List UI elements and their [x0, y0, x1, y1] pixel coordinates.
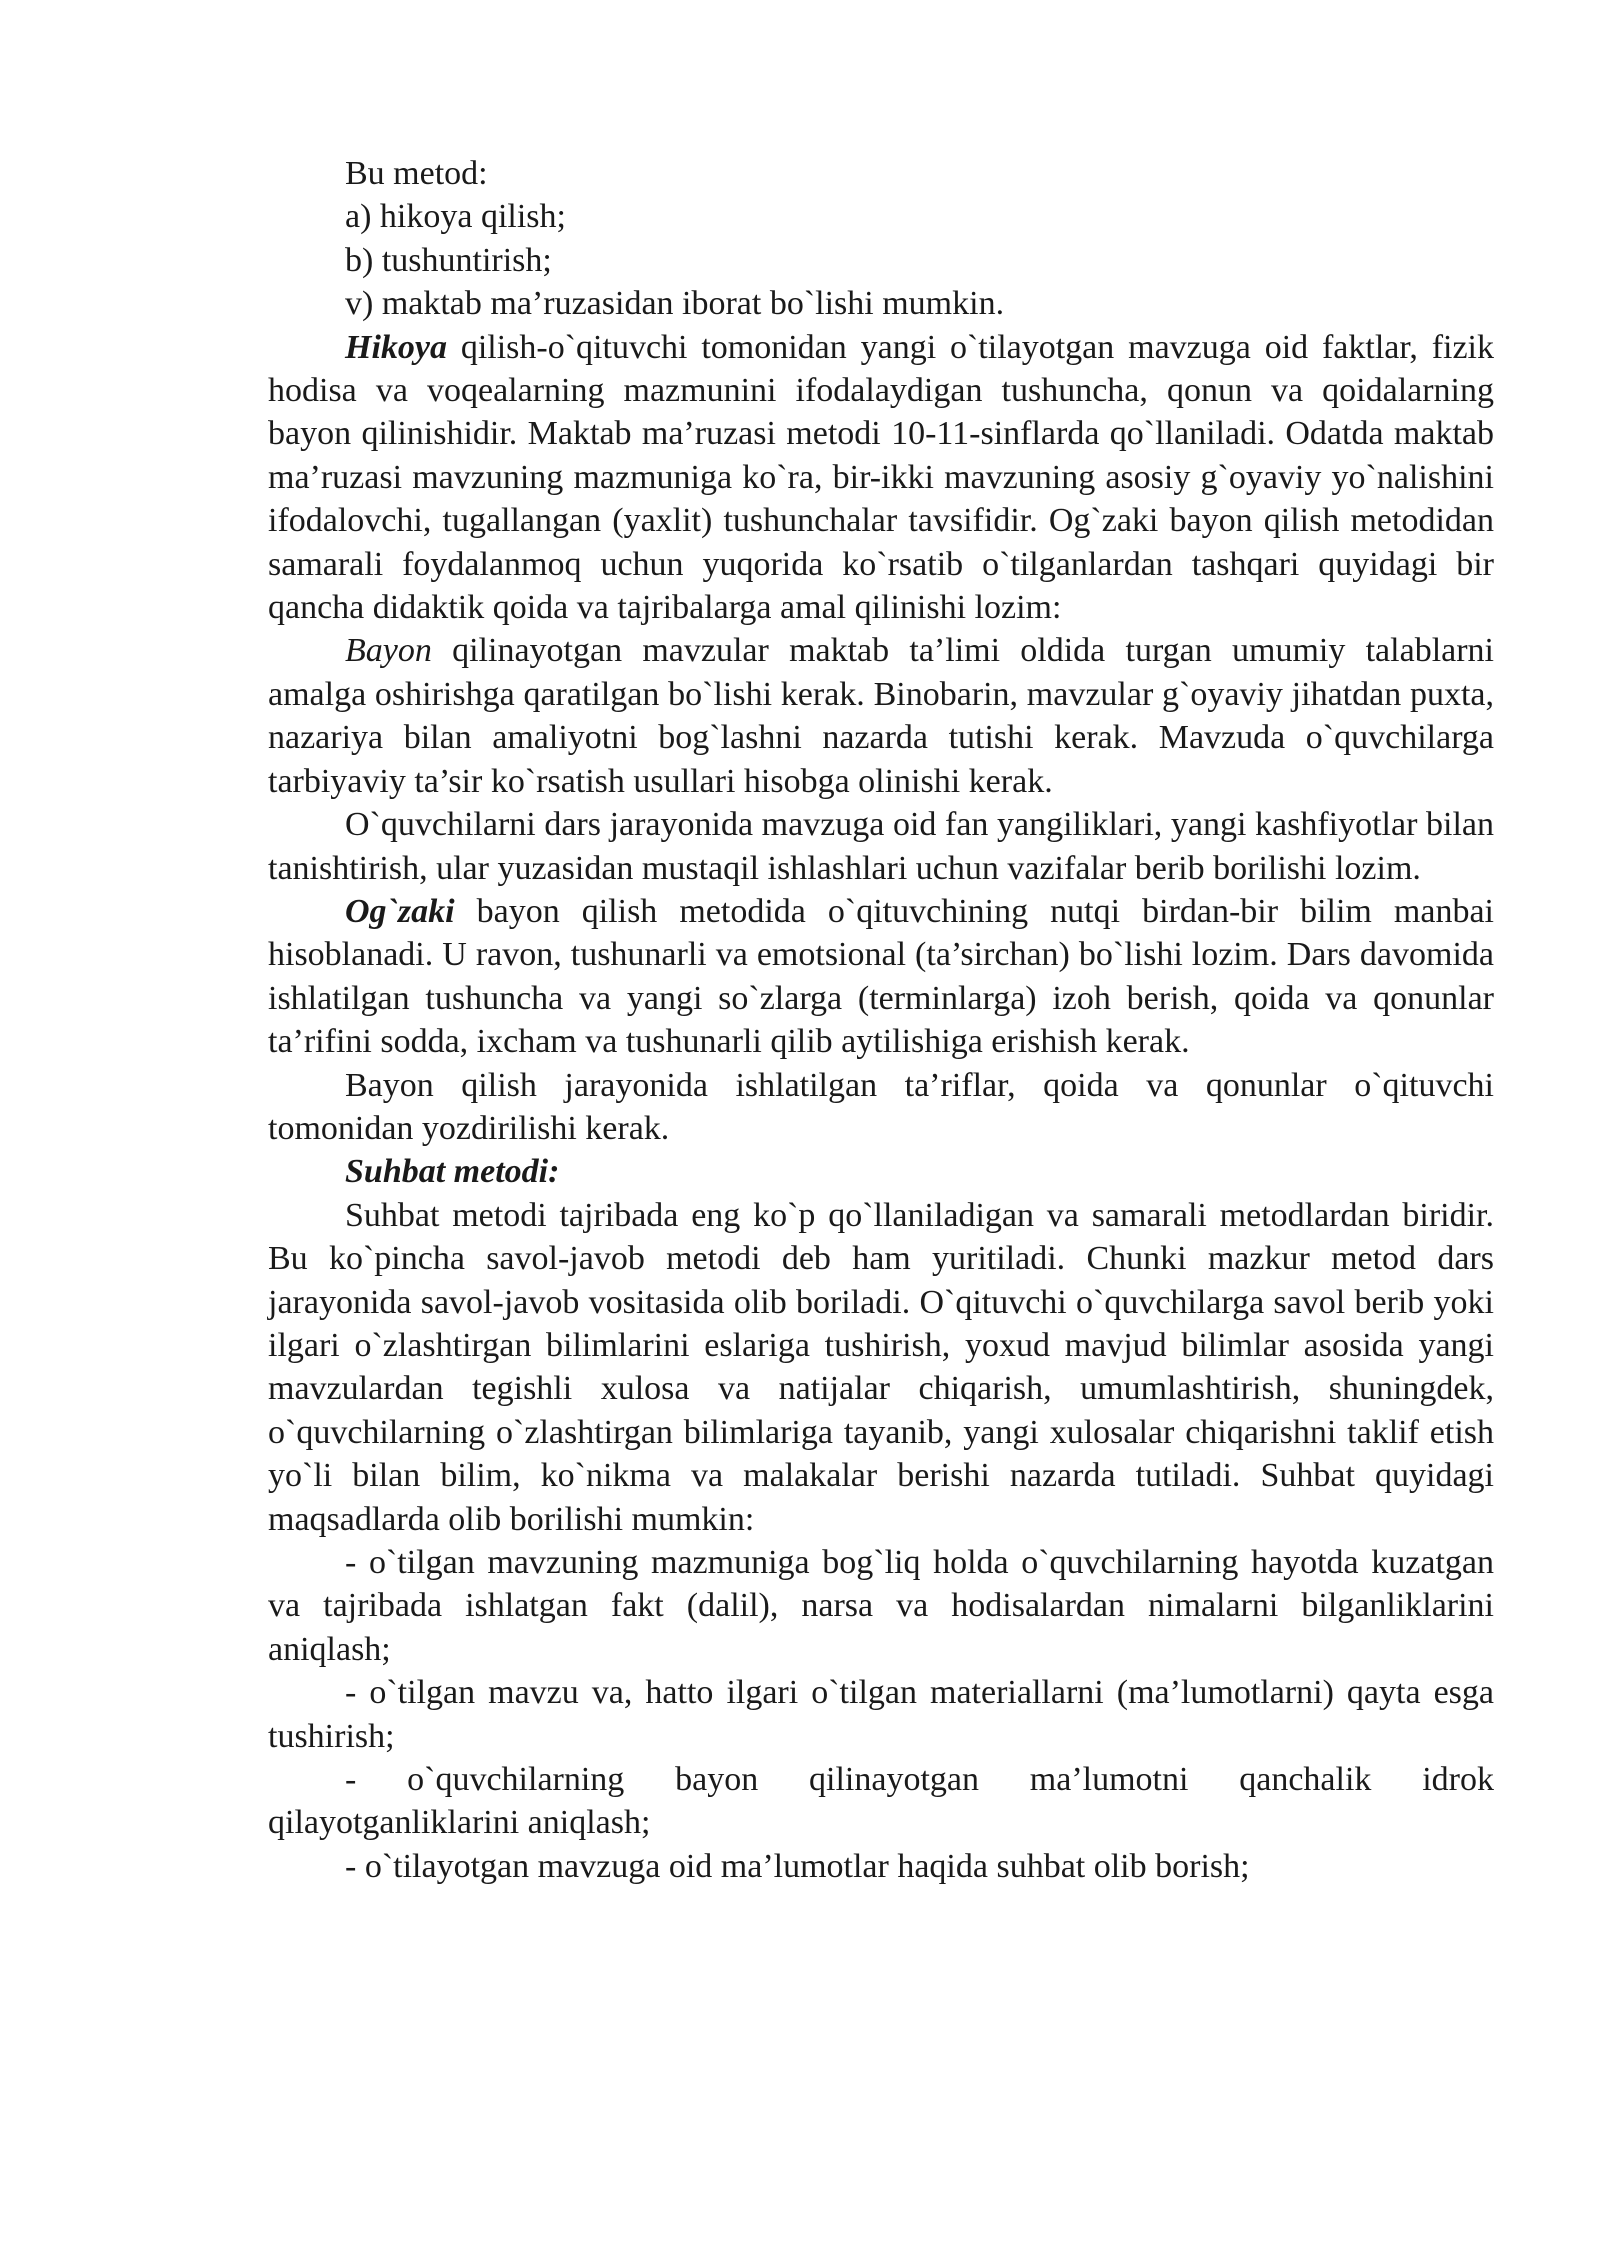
list-item: b) tushuntirish; — [345, 241, 552, 279]
intro-line: Bu metod: — [345, 155, 488, 192]
term-ogzaki: Og`zaki — [345, 892, 455, 930]
paragraph-hikoya — [268, 326, 1494, 630]
paragraph-ogzaki — [268, 890, 1494, 1064]
paragraph-suhbat: Suhbat metodi tajribada eng ko`p qo`llaniladigan va samarali metodlardan biridir. Bu ko`pincha savol-javob metodi deb ham yuritiladi. Chunki mazkur metod dars jarayonida savol-javob vositasida olib boriladi. O`qituvchi o`quvchilarga savol berib yoki ilgari o`zlashtirgan bilimlarini eslariga tushirish, yoxud mavjud bilimlar asosida yangi mavzulardan tegishli xulosa va natijalar chiqarish, umumlashtirish, shuningdek, o`quvchilarning o`zlashtirgan bilimlariga tayanib, yangi xulosalar chiqarishni taklif etish yo`li bilan bilim, ko`nikma va malakalar berishi nazarda tutiladi. Suhbat quyidagi maqsadlarda olib borilishi mumkin: — [268, 1196, 1494, 1538]
paragraph-oquvchilarni: O`quvchilarni dars jarayonida mavzuga oid fan yangiliklari, yangi kashfiyotlar bilan tanishtirish, ular yuzasidan mustaqil ishlashlari uchun vazifalar berib borilishi lozim. — [268, 806, 1494, 887]
paragraph-text: qilish-o`qituvchi tomonidan yangi o`tilayotgan mavzuga oid faktlar, fizik hodisa va voqealarning mazmunini ifodalaydigan tushuncha, qonun va qoidalarning bayon qilinishidir. Maktab ma’ruzasi metodi 10-11-sinflarda qo`llaniladi. Odatda maktab ma’ruzasi mavzuning mazmuniga ko`ra, bir-ikki mavzuning asosiy g`oyaviy yo`nalishini ifodalovchi, tugallangan (yaxlit) tushunchalar tavsifidir. Og`zaki bayon qilish metodidan samarali foydalanmoq uchun yuqorida ko`rsatib o`tilganlardan tashqari quyidagi bir qancha didaktik qoida va tajribalarga amal qilinishi lozim: — [268, 328, 1494, 627]
list-item: v) maktab ma’ruzasidan iborat bo`lishi mumkin. — [345, 285, 1005, 323]
bullet-item: - o`tilgan mavzu va, hatto ilgari o`tilgan materiallarni (ma’lumotlarni) qayta esga tushirish; — [268, 1674, 1494, 1755]
paragraph-bayon-qilish: Bayon qilish jarayonida ishlatilgan ta’riflar, qoida va qonunlar o`qituvchi tomonidan yozdirilishi kerak. — [268, 1066, 1494, 1147]
paragraph-text: bayon qilish metodida o`qituvchining nutqi birdan-bir bilim manbai hisoblanadi. U ravon, tushunarli va emotsional (ta’sirchan) bo`lishi lozim. Dars davomida ishlatilgan tushuncha va yangi so`zlarga (terminlarga) izoh berish, qoida va qonunlar ta’rifini sodda, ixcham va tushunarli qilib aytilishiga erishish kerak. — [268, 892, 1494, 1061]
paragraph-bayon — [268, 629, 1494, 803]
list-item: a) hikoya qilish; — [345, 198, 566, 236]
bullet-item: - o`quvchilarning bayon qilinayotgan ma’lumotni qanchalik idrok qilayotganliklarini aniqlash; — [268, 1761, 1494, 1842]
section-heading: Suhbat metodi: — [345, 1153, 560, 1191]
term-hikoya: Hikoya — [345, 328, 447, 366]
document-page — [268, 152, 1494, 1888]
paragraph-text: qilinayotgan mavzular maktab ta’limi oldida turgan umumiy talablarni amalga oshirishga qaratilgan bo`lishi kerak. Binobarin, mavzular g`oyaviy jihatdan puxta, nazariya bilan amaliyotni bog`lashni nazarda tutishi kerak. Mavzuda o`quvchilarga tarbiyaviy ta’sir ko`rsatish usullari hisobga olinishi kerak. — [268, 632, 1494, 800]
bullet-item: - o`tilayotgan mavzuga oid ma’lumotlar haqida suhbat olib borish; — [345, 1847, 1250, 1885]
bullet-item: - o`tilgan mavzuning mazmuniga bog`liq holda o`quvchilarning hayotda kuzatgan va tajribada ishlatgan fakt (dalil), narsa va hodisalardan nimalarni bilganliklarini aniqlash; — [268, 1544, 1494, 1668]
term-bayon: Bayon — [345, 632, 432, 670]
